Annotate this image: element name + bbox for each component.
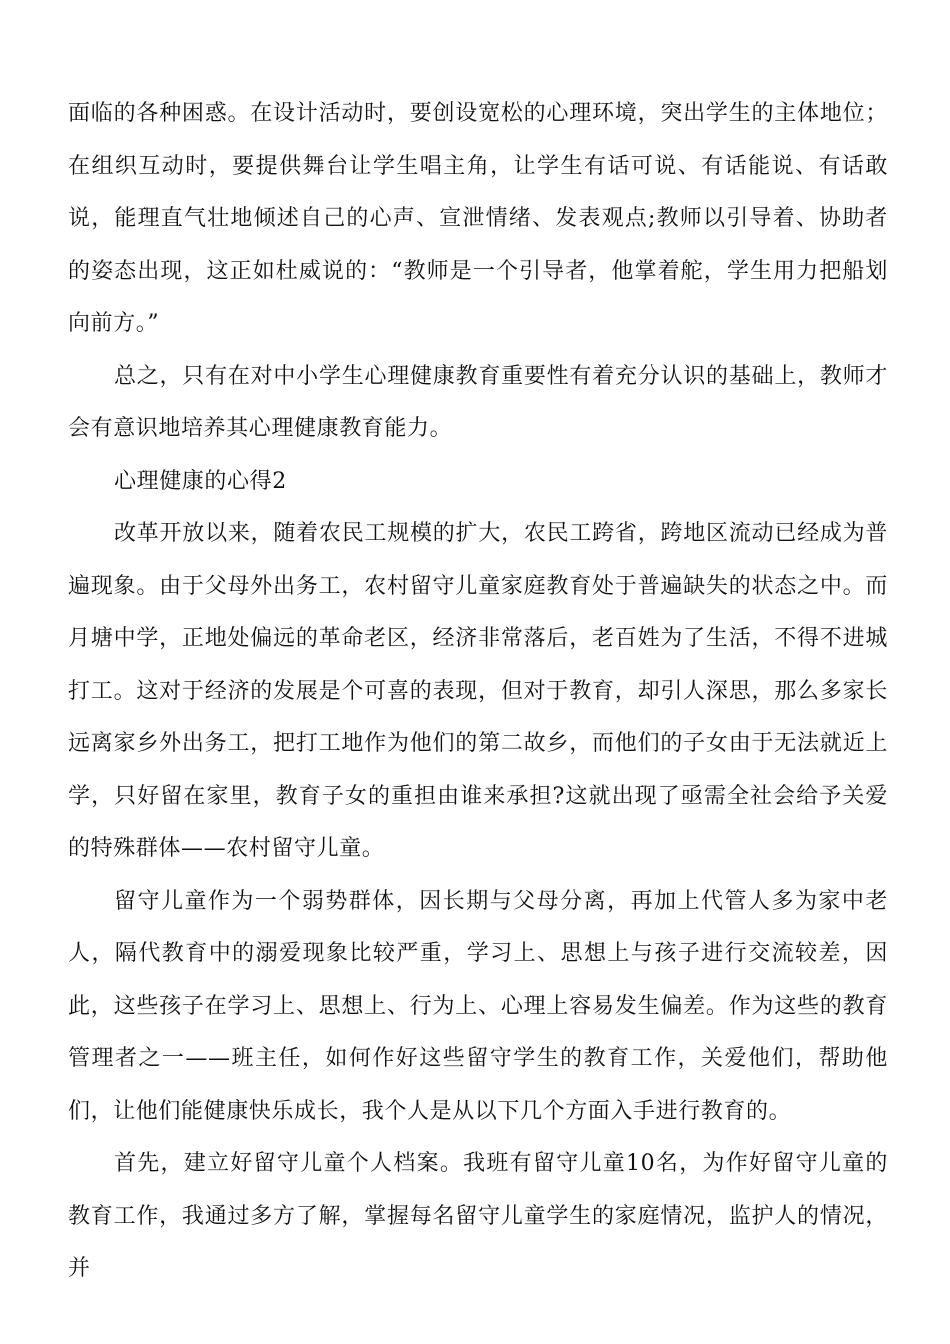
paragraph-1: 面临的各种困惑。在设计活动时，要创设宽松的心理环境，突出学生的主体地位；在组织互动时，要提供舞台让学生唱主角，让学生有话可说、有话能说、有话敢说，能理直气壮地倾述自己的心声、宣泄情绪、发表观点;教师以引导着、协助者的姿态出现，这正如杜威说的：“教师是一个引导者，他掌着舵，学生用力把船划向前方。” bbox=[68, 101, 888, 336]
paragraph-4: 改革开放以来，随着农民工规模的扩大，农民工跨省，跨地区流动已经成为普遍现象。由于父母外出务工，农村留守儿童家庭教育处于普遍缺失的状态之中。而月塘中学，正地处偏远的革命老区，经济非常落后，老百姓为了生活，不得不进城打工。这对于经济的发展是个可喜的表现，但对于教育，却引人深思，那么多家长远离家乡外出务工，把打工地作为他们的第二故乡，而他们的子女由于无法就近上学，只好留在家里，教育子女的重担由谁来承担?这就出现了亟需全社会给予关爱的特殊群体——农村留守儿童。 bbox=[68, 521, 888, 861]
section-heading: 心理健康的心得2 bbox=[114, 468, 287, 494]
paragraph-5: 留守儿童作为一个弱势群体，因长期与父母分离，再加上代管人多为家中老人，隔代教育中的溺爱现象比较严重，学习上、思想上与孩子进行交流较差，因此，这些孩子在学习上、思想上、行为上、心理上容易发生偏差。作为这些的教育管理者之一——班主任，如何作好这些留守学生的教育工作，关爱他们，帮助他们，让他们能健康快乐成长，我个人是从以下几个方面入手进行教育的。 bbox=[68, 888, 888, 1124]
paragraph-6: 首先，建立好留守儿童个人档案。我班有留守儿童10名，为作好留守儿童的教育工作，我通过多方了解，掌握每名留守儿童学生的家庭情况，监护人的情况，并 bbox=[68, 1151, 888, 1281]
paragraph-2: 总之，只有在对中小学生心理健康教育重要性有着充分认识的基础上，教师才会有意识地培养其心理健康教育能力。 bbox=[68, 363, 888, 441]
document-body bbox=[68, 88, 888, 1296]
